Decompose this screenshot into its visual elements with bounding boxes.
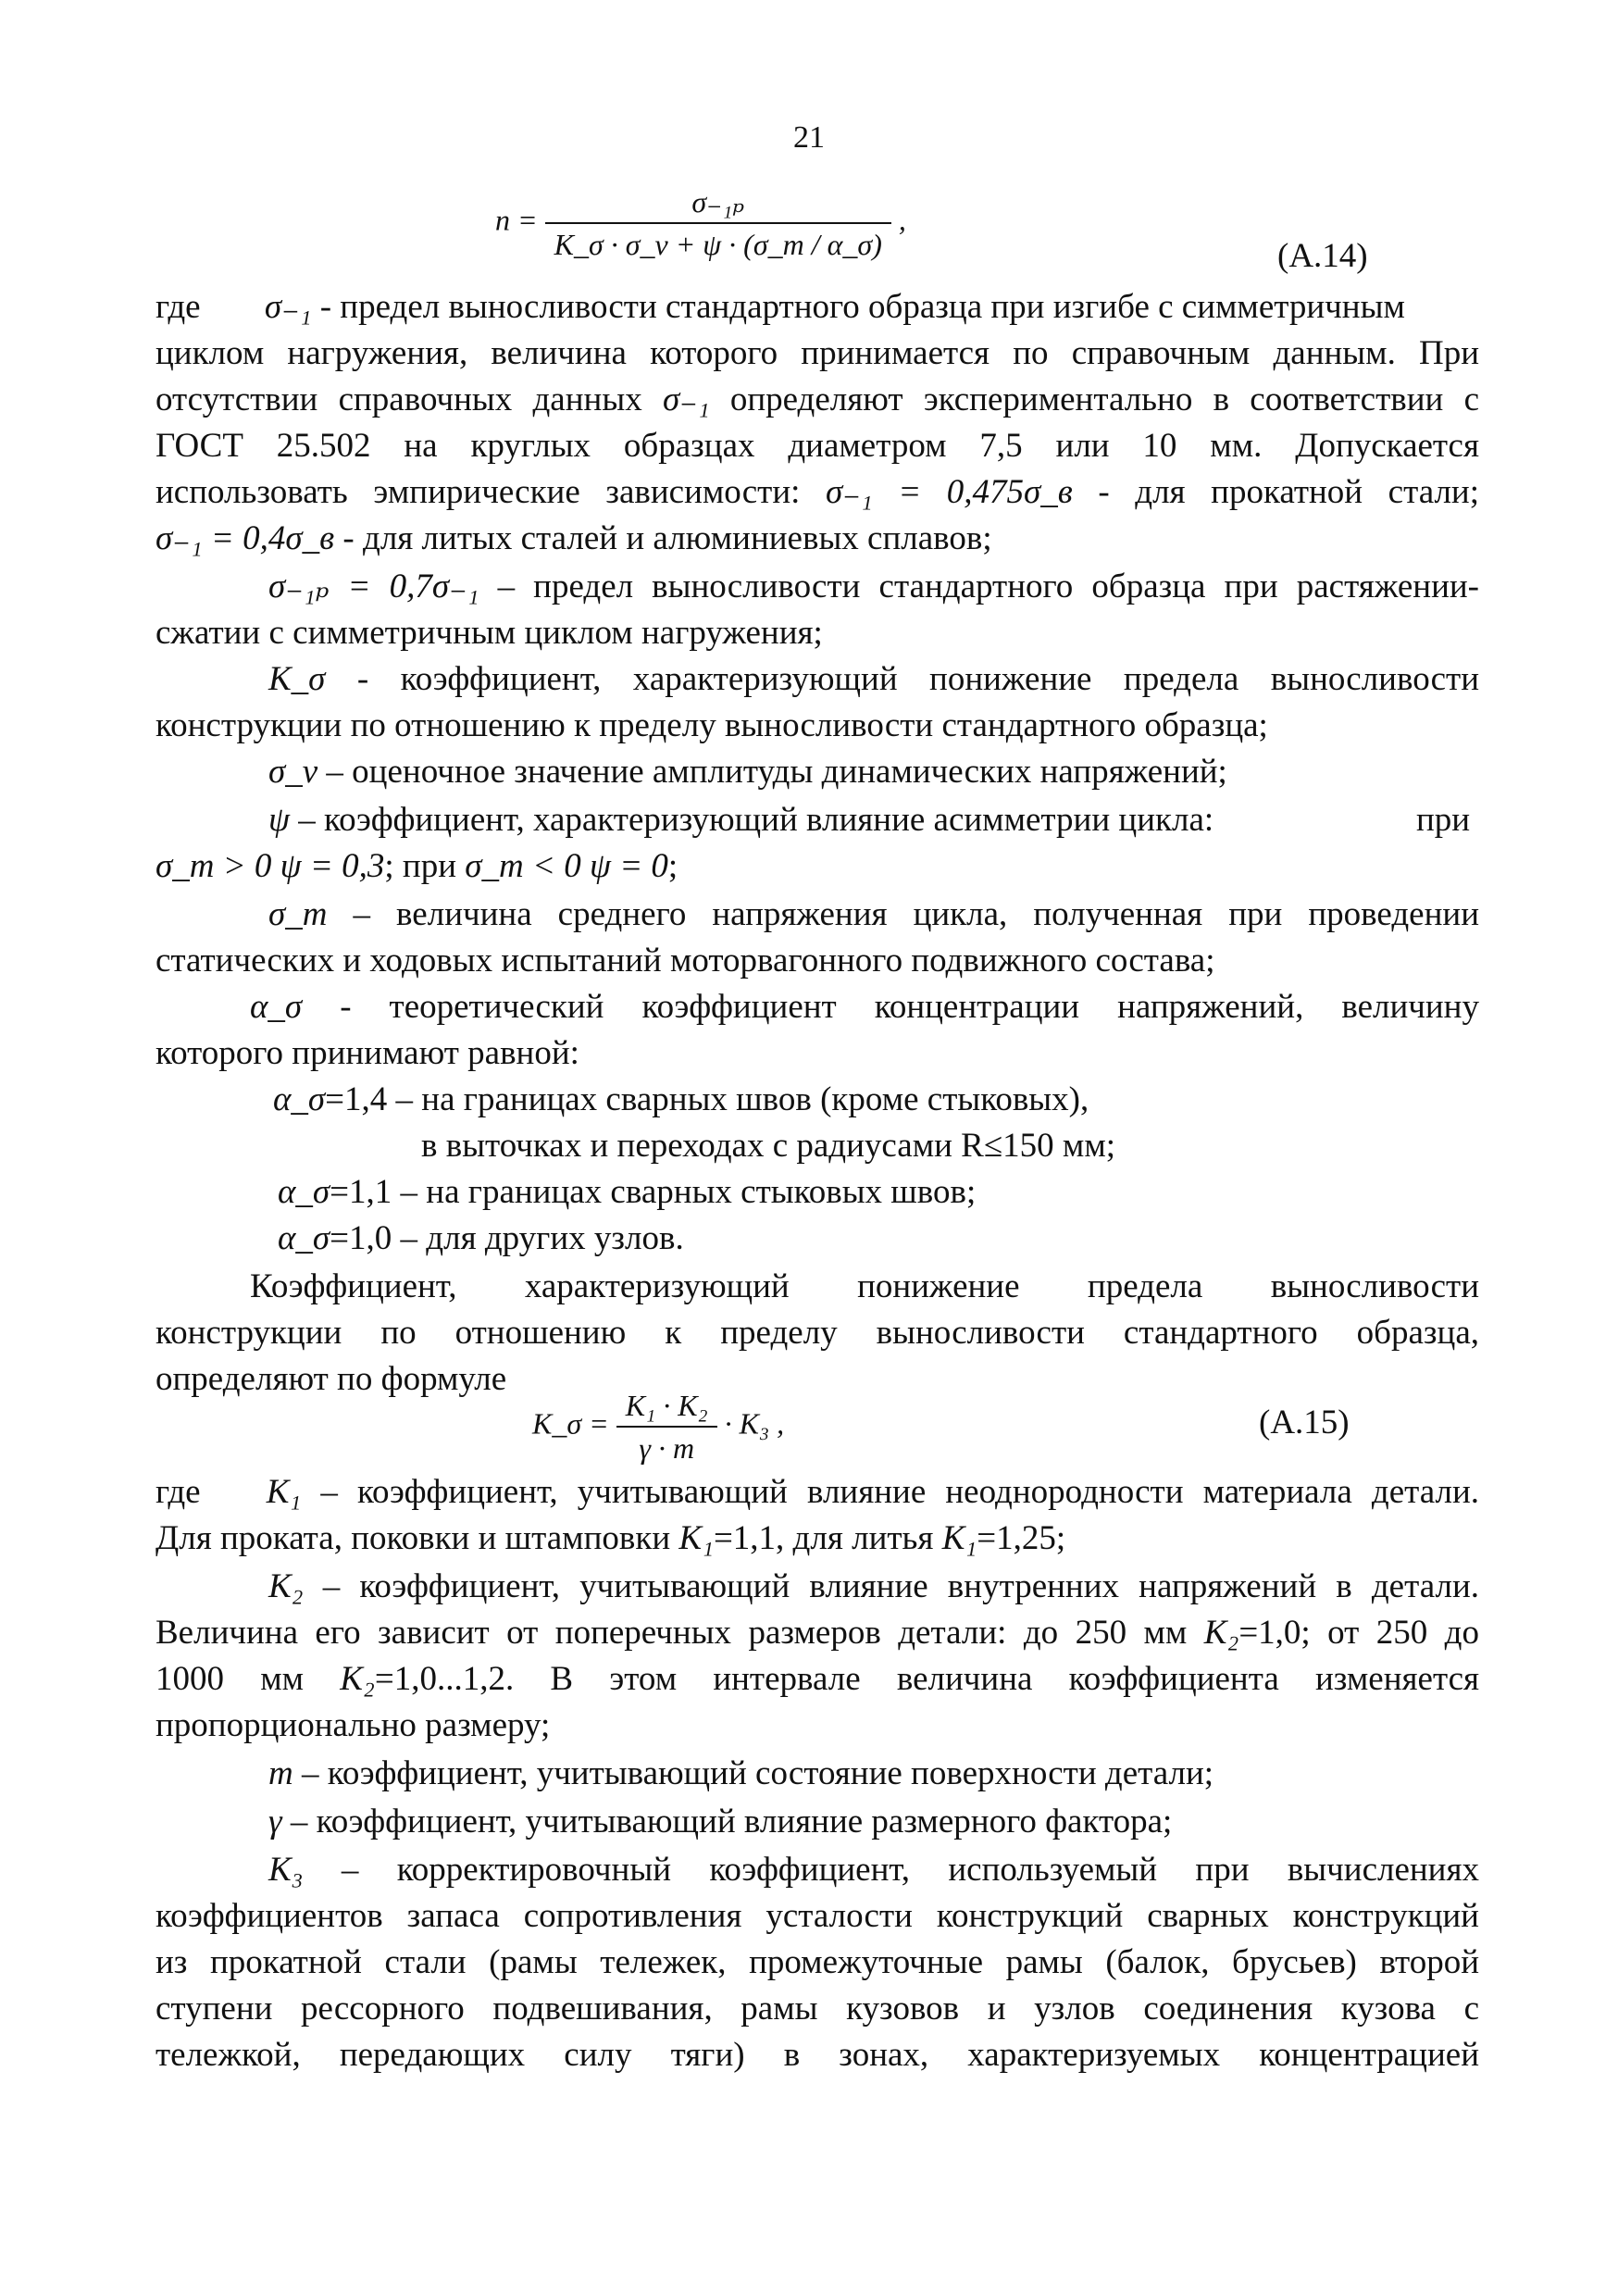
p3-line1 <box>268 657 1479 702</box>
p10-line3 <box>156 1657 1479 1702</box>
p9-symbol: K₁ <box>266 1473 302 1511</box>
formula-a14-trail: , <box>898 203 906 237</box>
p6-line2: статических и ходовых испытаний моторвагонного подвижного состава; <box>156 942 1215 980</box>
p6-text1: – величина среднего напряжения цикла, полученная при проведении <box>353 895 1479 933</box>
p7-value2-text: =1,1 – на границах сварных стыковых швов; <box>330 1173 977 1211</box>
p11-symbol: m <box>268 1754 293 1792</box>
formula-a14-lhs: n = <box>495 203 538 237</box>
p13-line3: из прокатной стали (рамы тележек, промежуточные рамы (балок, брусьев) второй <box>156 1943 1479 1981</box>
p3-line2: конструкции по отношению к пределу выносливости стандартного образца; <box>156 706 1268 744</box>
p9-k1-b: K₁ <box>941 1519 977 1557</box>
formula-a14-denominator: K_σ · σ_v + ψ · (σ_m / α_σ) <box>554 228 882 261</box>
p7-value3 <box>278 1217 684 1261</box>
p7-value3-text: =1,0 – для других узлов. <box>330 1219 684 1257</box>
p13-text1: – корректировочный коэффициент, используемый при вычислениях <box>341 1851 1479 1889</box>
formula-a14-fraction <box>545 183 891 263</box>
p9-gde: где <box>156 1473 201 1511</box>
p7-value3-symbol: α_σ <box>278 1219 330 1257</box>
p5-text-d: ; <box>667 847 678 885</box>
p5-formula-a: σ_m > 0 ψ = 0,3 <box>156 847 385 885</box>
p11-line1 <box>268 1752 1214 1796</box>
p7-text1: - теоретический коэффициент концентрации напряжений, величину <box>340 988 1479 1026</box>
p1-formula5: σ₋₁ = 0,475σ_в <box>825 473 1073 511</box>
p10-symbol: K₂ <box>268 1567 304 1605</box>
p1-gde: где <box>156 288 201 326</box>
p6-symbol: σ_m <box>268 895 328 933</box>
p6-line1 <box>268 892 1479 937</box>
p9-line2 <box>156 1516 1065 1561</box>
p7-value1-symbol: α_σ <box>273 1080 326 1118</box>
p1-text5b: - для прокатной стали; <box>1098 473 1480 511</box>
p1-line6 <box>156 517 992 561</box>
p12-text1: – коэффициент, учитывающий влияние размерного фактора; <box>290 1803 1173 1841</box>
formula-a15-label: (А.15) <box>1259 1404 1350 1441</box>
p9-line1 <box>156 1470 1479 1515</box>
p10-text2b: =1,0; от 250 до <box>1238 1614 1479 1652</box>
p9-text2c: =1,25; <box>977 1519 1066 1557</box>
p4-line1 <box>268 750 1227 794</box>
p13-line2: коэффициентов запаса сопротивления усталости конструкций сварных конструкций <box>156 1897 1479 1935</box>
formula-a15-rhs: · K₃ , <box>724 1406 785 1441</box>
p7-value1 <box>273 1078 1089 1122</box>
p1-line1 <box>156 285 1405 330</box>
formula-a15-fraction <box>616 1387 717 1466</box>
p9-text2a: Для проката, поковки и штамповки <box>156 1519 671 1557</box>
p7-value2-symbol: α_σ <box>278 1173 330 1211</box>
p5-formula-c: σ_m < 0 ψ = 0 <box>465 847 668 885</box>
formula-a15-lhs: K_σ = <box>532 1406 609 1441</box>
p13-symbol: K₃ <box>268 1851 304 1889</box>
p10-line4: пропорционально размеру; <box>156 1706 551 1744</box>
p4-symbol: σ_v <box>268 753 318 791</box>
p5-symbol: ψ <box>268 801 290 839</box>
p5-line1 <box>268 798 1214 842</box>
p10-text1: – коэффициент, учитывающий влияние внутренних напряжений в детали. <box>322 1567 1479 1605</box>
p10-text3a: 1000 мм <box>156 1660 305 1698</box>
p10-text2a: Величина его зависит от поперечных размеров детали: до 250 мм <box>156 1614 1188 1652</box>
p4-text1: – оценочное значение амплитуды динамических напряжений; <box>326 753 1227 791</box>
p12-symbol: γ <box>268 1803 282 1841</box>
p13-line1 <box>268 1848 1479 1892</box>
p2-line2: сжатии с симметричным циклом нагружения; <box>156 614 823 652</box>
p5-text-b: ; при <box>384 847 457 885</box>
p5-pri: при <box>1416 801 1471 839</box>
p1-sigma-symbol: σ₋₁ <box>264 288 312 326</box>
p9-k1-a: K₁ <box>678 1519 714 1557</box>
p13-line5: тележкой, передающих силу тяги) в зонах, характеризуемых концентрацией <box>156 2036 1479 2074</box>
formula-a15 <box>532 1387 784 1466</box>
p9-text2b: =1,1, для литья <box>713 1519 934 1557</box>
formula-a15-numerator: K₁ · K₂ <box>616 1387 717 1428</box>
p5-text1: – коэффициент, характеризующий влияние асимметрии цикла: <box>298 801 1214 839</box>
p8-line2: конструкции по отношению к пределу выносливости стандартного образца, <box>156 1314 1479 1352</box>
p10-k2-b: K₂ <box>340 1660 375 1698</box>
p7-value1-text: =1,4 – на границах сварных швов (кроме стыковых), <box>325 1080 1089 1118</box>
p1-sigma-symbol-2: σ₋₁ <box>662 381 710 418</box>
p1-text3b: определяют экспериментально в соответствии с <box>729 381 1479 418</box>
p1-text1: - предел выносливости стандартного образца при изгибе с симметричным <box>319 288 1405 326</box>
p3-text1: - коэффициент, характеризующий понижение предела выносливости <box>356 660 1480 698</box>
p1-line3 <box>156 378 1479 422</box>
page-number: 21 <box>793 120 825 155</box>
p1-line4: ГОСТ 25.502 на круглых образцах диаметром 7,5 или 10 мм. Допускается <box>156 427 1479 465</box>
p5-line2 <box>156 844 678 889</box>
p10-text3b: =1,0...1,2. В этом интервале величина коэффициента изменяется <box>374 1660 1480 1698</box>
p11-text1: – коэффициент, учитывающий состояние поверхности детали; <box>301 1754 1214 1792</box>
p10-line2 <box>156 1611 1479 1655</box>
p10-line1 <box>268 1565 1479 1609</box>
p8-line3: определяют по формуле <box>156 1360 507 1398</box>
p1-text5a: использовать эмпирические зависимости: <box>156 473 801 511</box>
p1-line2: циклом нагружения, величина которого принимается по справочным данным. При <box>156 334 1479 372</box>
p9-text1: – коэффициент, учитывающий влияние неоднородности материала детали. <box>320 1473 1480 1511</box>
formula-a14 <box>495 183 906 263</box>
p1-line5 <box>156 470 1479 515</box>
p7-value2 <box>278 1170 976 1215</box>
p2-formula: σ₋₁ₚ = 0,7σ₋₁ <box>268 568 479 605</box>
formula-a14-label: (А.14) <box>1277 237 1368 275</box>
p1-formula6: σ₋₁ = 0,4σ_в <box>156 519 335 557</box>
p7-line2: которого принимают равной: <box>156 1034 579 1072</box>
formula-a15-denominator: γ · m <box>639 1431 695 1465</box>
p12-line1 <box>268 1800 1172 1844</box>
p7-symbol: α_σ <box>250 988 303 1026</box>
p2-line1 <box>268 565 1479 609</box>
p2-text1: – предел выносливости стандартного образца при растяжении- <box>497 568 1479 605</box>
p7-line1 <box>250 985 1479 1029</box>
p1-text6b: - для литых сталей и алюминиевых сплавов; <box>342 519 992 557</box>
formula-a14-numerator: σ₋₁ₚ <box>545 183 891 224</box>
p7-value1b: в выточках и переходах с радиусами R≤150 мм; <box>421 1127 1116 1165</box>
p1-text3a: отсутствии справочных данных <box>156 381 642 418</box>
p8-line1: Коэффициент, характеризующий понижение предела выносливости <box>250 1267 1479 1305</box>
p3-symbol: K_σ <box>268 660 326 698</box>
p10-k2-a: K₂ <box>1203 1614 1239 1652</box>
p13-line4: ступени рессорного подвешивания, рамы кузовов и узлов соединения кузова с <box>156 1990 1479 2028</box>
